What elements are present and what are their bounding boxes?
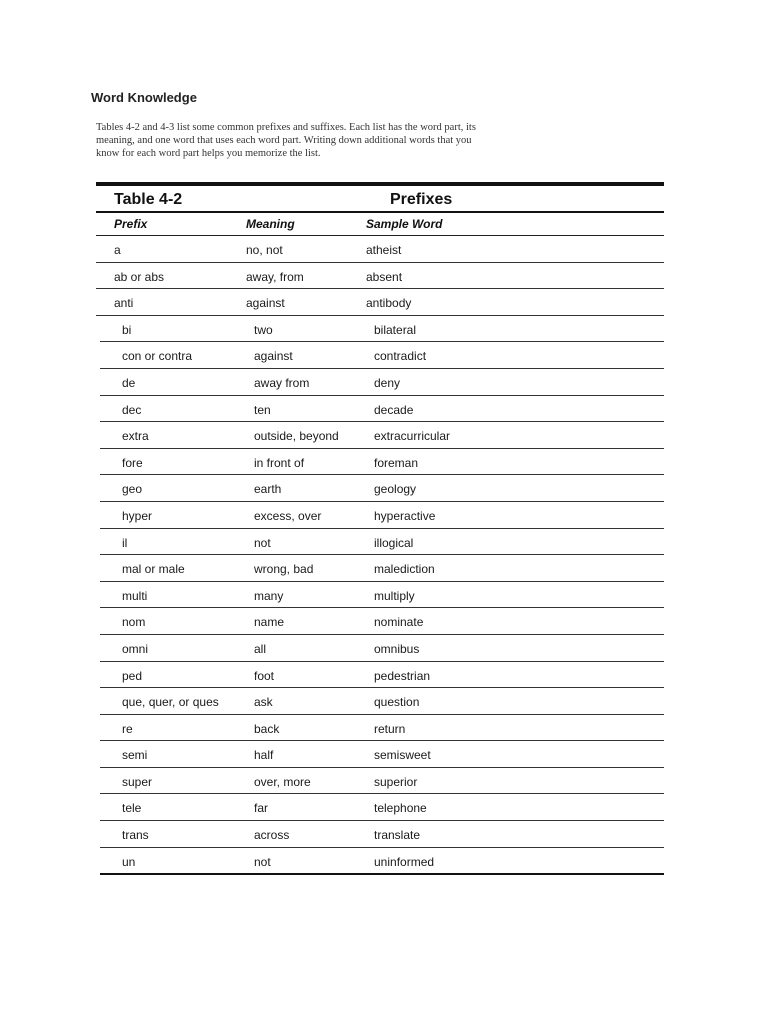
cell-sample-word: question (374, 695, 420, 710)
cell-meaning: back (254, 721, 280, 736)
cell-meaning: against (254, 349, 293, 364)
table-header (96, 186, 664, 213)
table-row (100, 715, 664, 742)
cell-sample-word: translate (374, 828, 421, 843)
cell-prefix: que, quer, or ques (122, 695, 219, 710)
cell-prefix: a (114, 243, 121, 257)
cell-sample-word: malediction (374, 562, 435, 577)
table-row (100, 342, 664, 369)
table-row (100, 635, 664, 662)
cell-meaning: outside, beyond (254, 429, 339, 444)
intro-paragraph (96, 121, 526, 160)
cell-sample-word: superior (374, 774, 418, 789)
cell-sample-word: antibody (366, 296, 412, 311)
cell-meaning: two (254, 322, 273, 337)
cell-sample-word: decade (374, 402, 414, 417)
table-row (100, 529, 664, 556)
cell-sample-word: nominate (374, 615, 424, 630)
cell-sample-word: atheist (366, 243, 402, 257)
cell-sample-word: bilateral (374, 322, 417, 337)
cell-sample-word: multiply (374, 588, 415, 603)
intro-line: meaning, and one word that uses each word part. Writing down additional words that you (96, 135, 472, 146)
column-header-sample-word: Sample Word (366, 217, 443, 231)
table-row (100, 422, 664, 449)
table-row (100, 688, 664, 715)
cell-prefix: nom (122, 615, 146, 630)
cell-prefix: tele (122, 801, 142, 816)
table-row (100, 502, 664, 529)
table-row (100, 821, 664, 848)
table-row (100, 741, 664, 768)
table-row (96, 263, 664, 290)
column-headers (96, 213, 664, 236)
cell-sample-word: uninformed (374, 854, 435, 869)
table-row (96, 289, 664, 316)
cell-meaning: foot (254, 668, 275, 683)
cell-prefix: ped (122, 668, 143, 683)
cell-prefix: dec (122, 402, 142, 417)
cell-meaning: name (254, 615, 285, 630)
intro-line: Tables 4-2 and 4-3 list some common prefixes and suffixes. Each list has the word part, its (96, 122, 476, 133)
cell-meaning: many (254, 588, 284, 603)
table-row (100, 848, 664, 876)
column-header-meaning: Meaning (246, 217, 295, 231)
cell-meaning: in front of (254, 455, 305, 470)
cell-sample-word: return (374, 721, 406, 736)
table-body (96, 236, 664, 875)
table-row (100, 608, 664, 635)
cell-sample-word: semisweet (374, 748, 431, 763)
cell-sample-word: hyperactive (374, 508, 436, 523)
cell-prefix: anti (114, 296, 134, 311)
table-row (100, 475, 664, 502)
cell-meaning: away from (254, 375, 310, 390)
table-row (100, 396, 664, 423)
table-row (100, 316, 664, 343)
table-label: Table 4-2 (114, 191, 183, 208)
page-title: Word Knowledge (91, 90, 197, 105)
cell-sample-word: omnibus (374, 641, 420, 656)
cell-prefix: omni (122, 641, 149, 656)
cell-prefix: geo (122, 482, 143, 497)
cell-meaning: ten (254, 402, 271, 417)
intro-line: know for each word part helps you memorize the list. (96, 148, 321, 159)
cell-prefix: mal or male (122, 562, 185, 577)
cell-prefix: semi (122, 748, 148, 763)
cell-meaning: excess, over (254, 508, 322, 523)
cell-sample-word: geology (374, 482, 417, 497)
cell-prefix: ab or abs (114, 269, 165, 284)
cell-sample-word: telephone (374, 801, 427, 816)
table-row (100, 582, 664, 609)
cell-meaning: wrong, bad (254, 562, 314, 577)
cell-sample-word: illogical (374, 535, 414, 550)
cell-meaning: no, not (246, 243, 283, 257)
cell-prefix: con or contra (122, 349, 193, 364)
cell-meaning: away, from (246, 269, 304, 284)
cell-sample-word: deny (374, 375, 401, 390)
cell-meaning: not (254, 854, 271, 869)
cell-prefix: il (122, 535, 128, 550)
cell-sample-word: pedestrian (374, 668, 431, 683)
cell-meaning: far (254, 801, 269, 816)
cell-meaning: across (254, 828, 290, 843)
table-row (100, 662, 664, 689)
cell-prefix: fore (122, 455, 143, 470)
cell-sample-word: absent (366, 269, 403, 284)
table-row (100, 449, 664, 476)
cell-meaning: all (254, 641, 267, 656)
prefixes-table (96, 182, 664, 875)
cell-meaning: ask (254, 695, 273, 710)
cell-prefix: re (122, 721, 133, 736)
table-row (100, 369, 664, 396)
cell-prefix: bi (122, 322, 132, 337)
column-header-prefix: Prefix (114, 217, 148, 231)
table-row (100, 794, 664, 821)
cell-prefix: multi (122, 588, 148, 603)
cell-prefix: hyper (122, 508, 153, 523)
cell-prefix: trans (122, 828, 149, 843)
cell-sample-word: contradict (374, 349, 427, 364)
table-row (100, 768, 664, 795)
cell-meaning: against (246, 296, 285, 311)
cell-meaning: earth (254, 482, 282, 497)
cell-meaning: over, more (254, 774, 311, 789)
cell-prefix: extra (122, 429, 149, 444)
cell-prefix: super (122, 774, 153, 789)
cell-meaning: half (254, 748, 274, 763)
cell-meaning: not (254, 535, 271, 550)
cell-sample-word: foreman (374, 455, 419, 470)
table-caption: Prefixes (390, 191, 453, 208)
cell-prefix: un (122, 854, 136, 869)
table-row (100, 555, 664, 582)
cell-sample-word: extracurricular (374, 429, 451, 444)
cell-prefix: de (122, 375, 136, 390)
table-row (96, 236, 664, 263)
